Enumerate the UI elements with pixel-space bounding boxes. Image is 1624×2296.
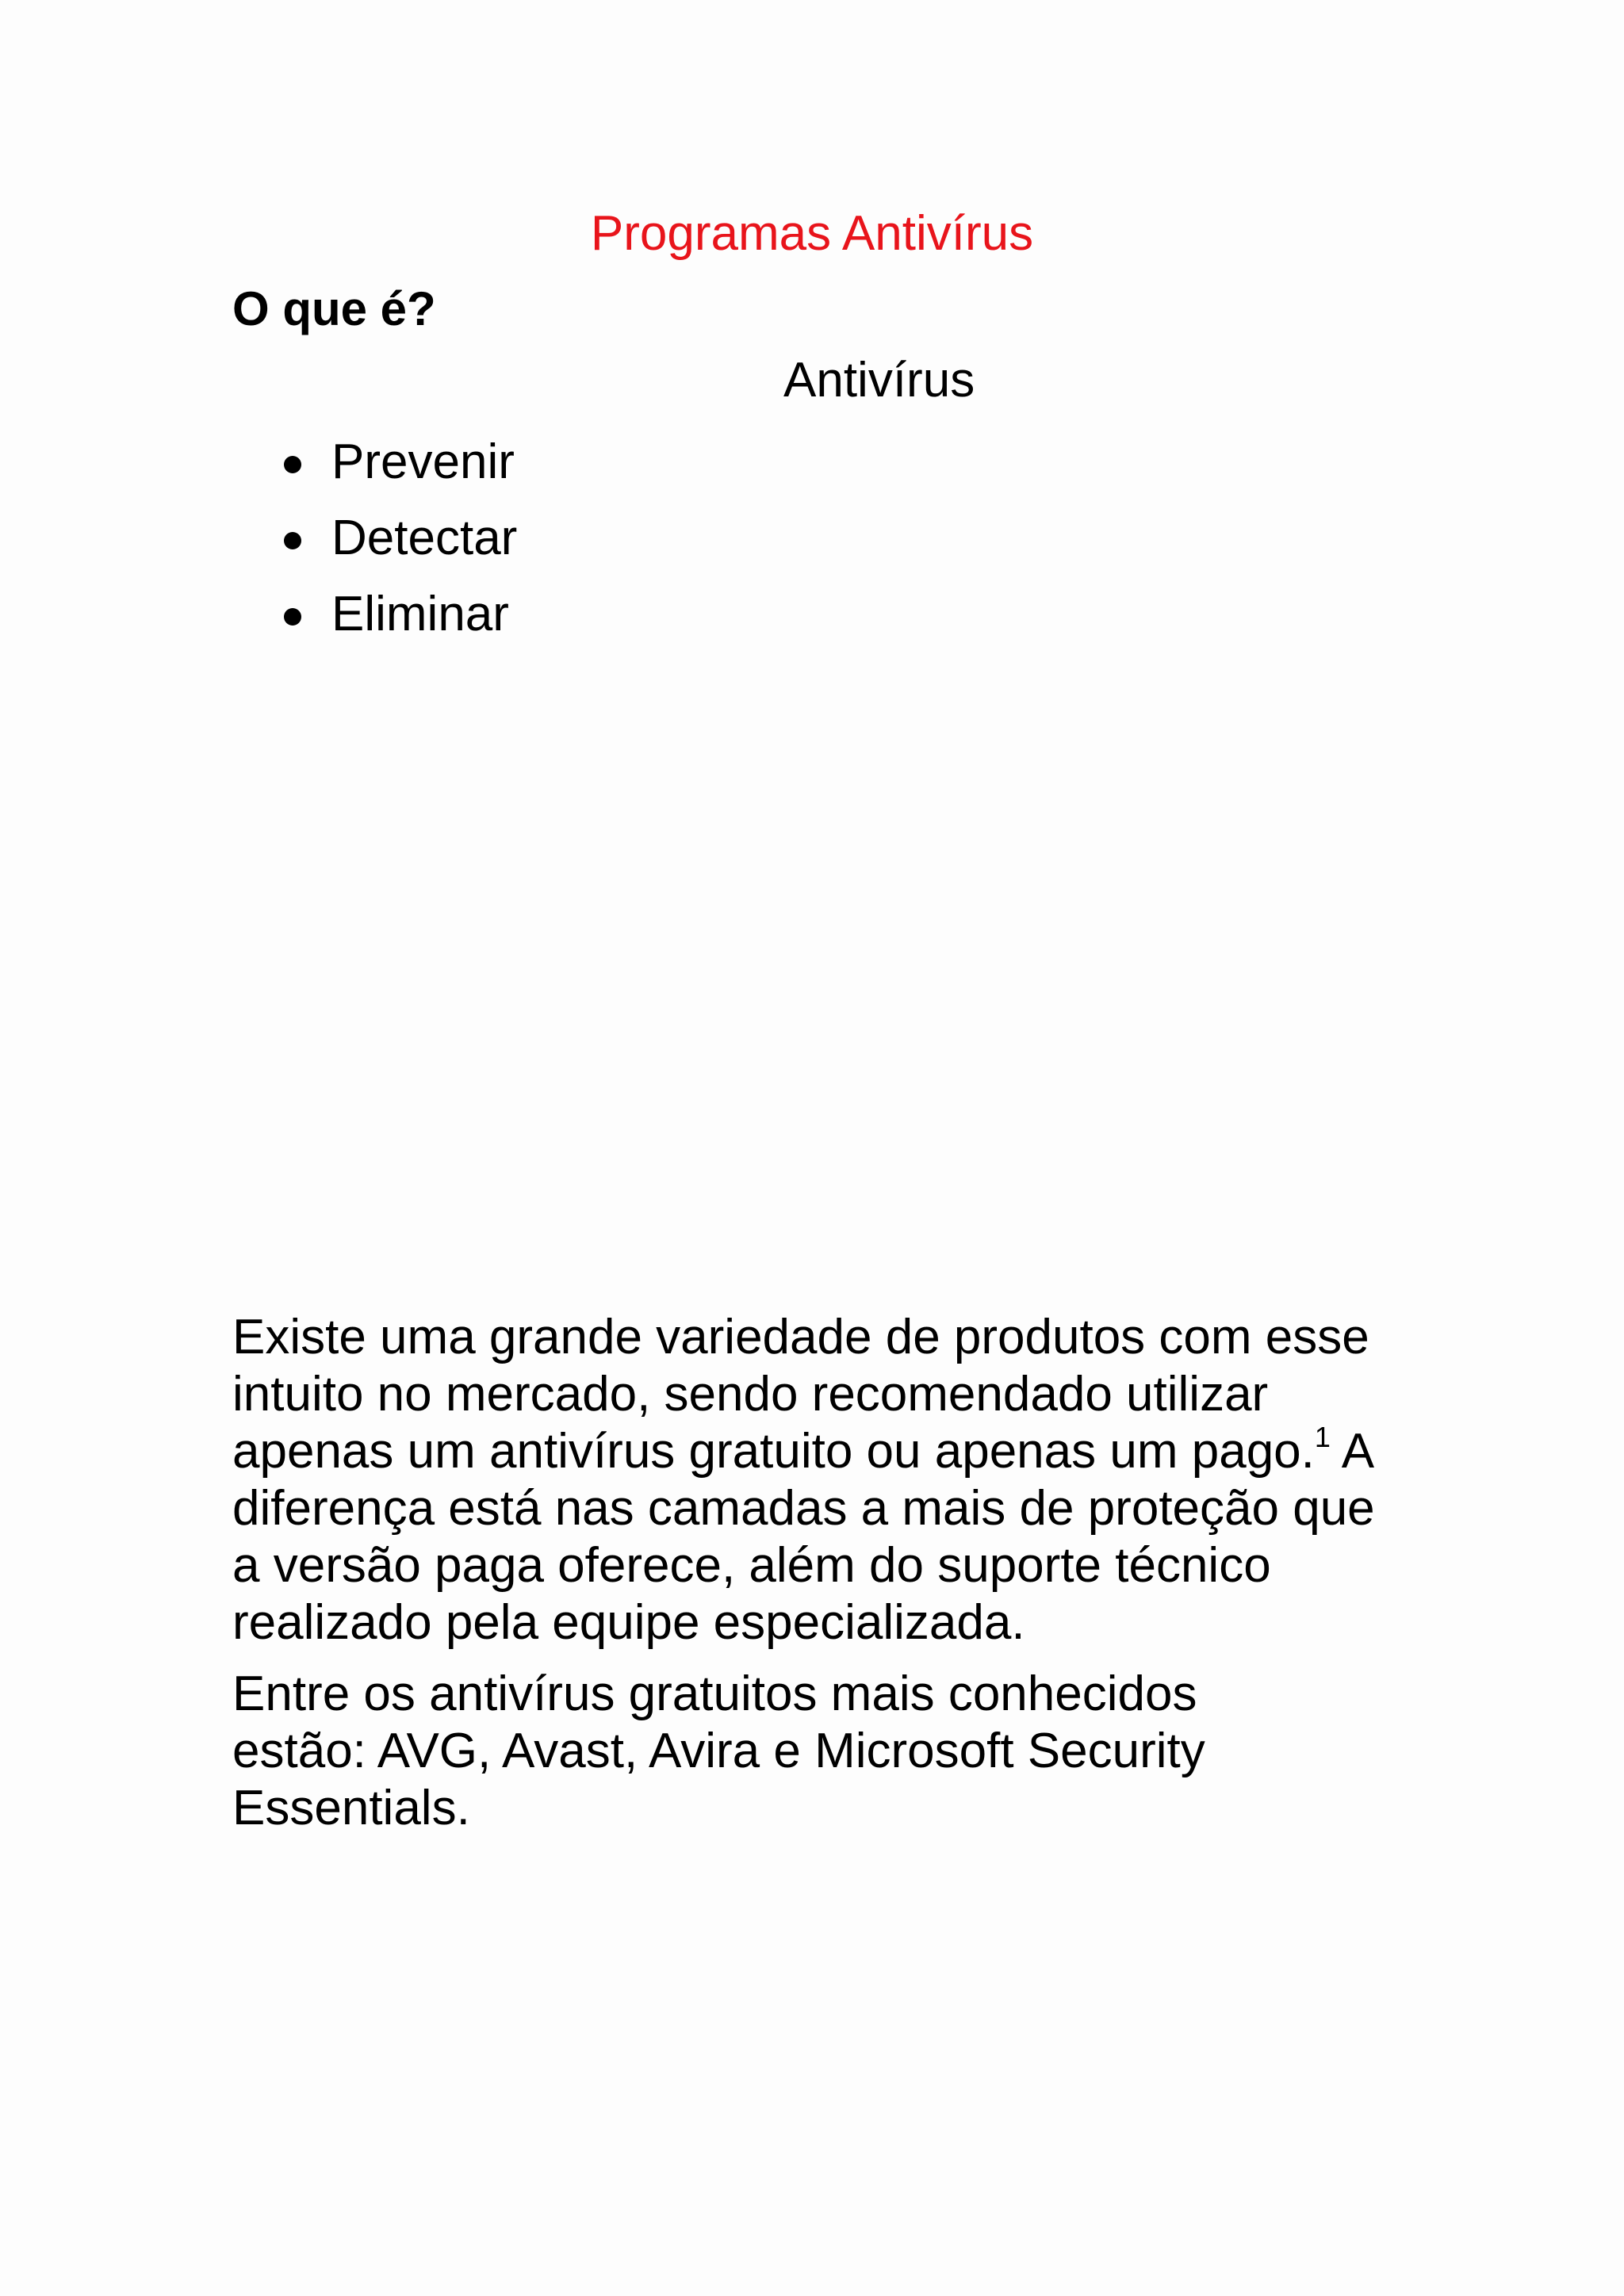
- bullet-icon: [284, 608, 301, 626]
- paragraph-line: apenas um antivírus gratuito ou apenas um pago.: [232, 1424, 1315, 1479]
- list-item-label: Eliminar: [331, 587, 509, 641]
- bullet-list: [232, 424, 517, 652]
- list-item: [232, 500, 517, 576]
- paragraph-line: Essentials.: [232, 1781, 470, 1835]
- list-item-label: Prevenir: [331, 434, 515, 489]
- paragraph-line: intuito no mercado, sendo recomendado utilizar: [232, 1367, 1269, 1422]
- list-item-label: Detectar: [331, 511, 518, 565]
- paragraph-line: realizado pela equipe especializada.: [232, 1595, 1025, 1650]
- document-title: Programas Antivírus: [590, 206, 1034, 261]
- paragraph-line: diferença está nas camadas a mais de proteção que: [232, 1481, 1375, 1536]
- paragraph-line: a versão paga oferece, além do suporte técnico: [232, 1538, 1271, 1593]
- paragraph-line-tail: A: [1330, 1424, 1375, 1479]
- paragraph-products: [232, 1309, 1422, 1651]
- paragraph-line: Entre os antivírus gratuitos mais conhecidos: [232, 1667, 1197, 1721]
- paragraph-free-antivirus: [232, 1666, 1422, 1837]
- paragraph-line: Existe uma grande variedade de produtos com esse: [232, 1310, 1369, 1364]
- bullet-icon: [284, 532, 301, 549]
- bullet-icon: [284, 456, 301, 473]
- center-label: Antivírus: [783, 353, 975, 408]
- footnote-marker[interactable]: 1: [1314, 1421, 1331, 1453]
- list-item: [232, 576, 517, 652]
- section-heading: O que é?: [232, 282, 436, 335]
- paragraph-line: estão: AVG, Avast, Avira e Microsoft Security: [232, 1724, 1205, 1778]
- list-item: [232, 424, 517, 500]
